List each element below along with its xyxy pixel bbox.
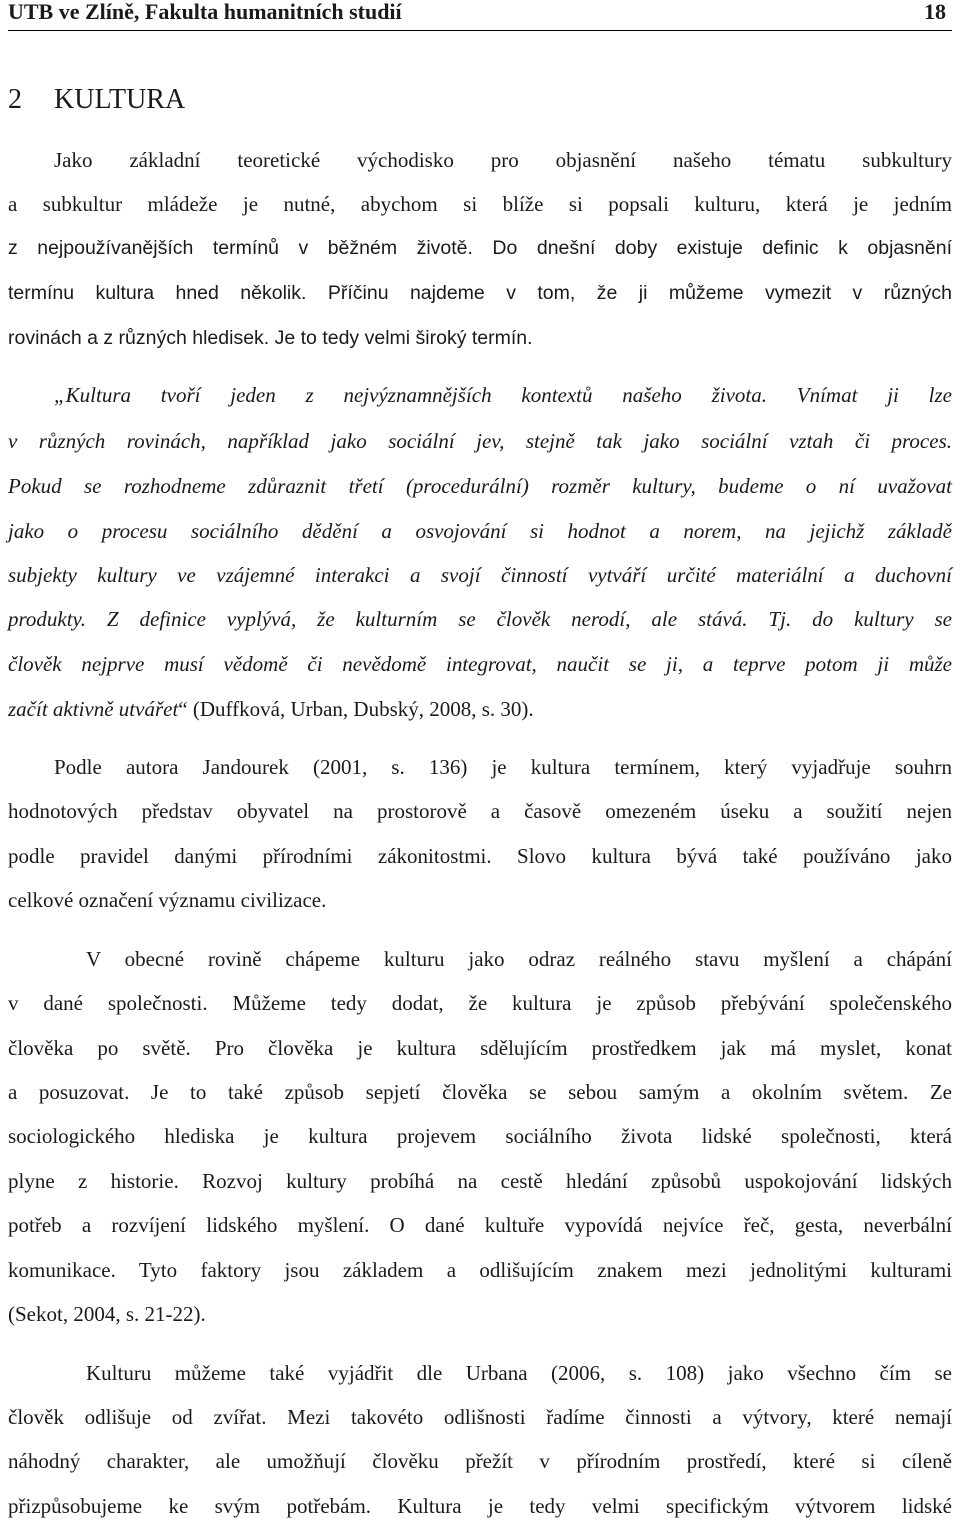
text-line: hodnotových představ obyvatel na prostorově a časově omezeném úseku a soužití nejen bbox=[8, 799, 952, 823]
chapter-title: KULTURA bbox=[54, 84, 186, 115]
quote-line bbox=[8, 695, 952, 723]
quote-line: člověk nejprve musí vědomě či nevědomě integrovat, naučit se ji, a teprve potom ji může bbox=[8, 652, 952, 676]
chapter-heading bbox=[8, 84, 185, 116]
text-line bbox=[8, 279, 952, 307]
text-line: plyne z historie. Rozvoj kultury probíhá na cestě hledání způsobů uspokojování lidských bbox=[8, 1169, 952, 1193]
header-title: UTB ve Zlíně, Fakulta humanitních studií bbox=[8, 0, 402, 24]
text-line: přizpůsobujeme ke svým potřebám. Kultura je tedy velmi specifickým výtvorem lidské bbox=[8, 1494, 952, 1518]
text-line bbox=[8, 234, 952, 262]
quote-line: produkty. Z definice vyplývá, že kulturním se člověk nerodí, ale stává. Tj. do kultury se bbox=[8, 607, 952, 631]
text-line: náhodný charakter, ale umožňují člověku přežít v přírodním prostředí, které si cíleně bbox=[8, 1449, 952, 1473]
text-line: a posuzovat. Je to také způsob sepjetí člověka se sebou samým a okolním světem. Ze bbox=[8, 1080, 952, 1104]
quote-line: jako o procesu sociálního dědění a osvojování si hodnot a norem, na jejichž základě bbox=[8, 519, 952, 543]
text-line: podle pravidel danými přírodními zákonitostmi. Slovo kultura bývá také používáno jako bbox=[8, 844, 952, 868]
citation-text: “ (Duffková, Urban, Dubský, 2008, s. 30). bbox=[178, 697, 534, 721]
text-line: Jako základní teoretické východisko pro objasnění našeho tématu subkultury bbox=[54, 148, 952, 172]
text-line: v dané společnosti. Můžeme tedy dodat, že kultura je způsob přebývání společenského bbox=[8, 991, 952, 1015]
text-line: celkové označení významu civilizace. bbox=[8, 888, 327, 912]
quote-line: subjekty kultury ve vzájemné interakci a svojí činností vytváří určité materiální a duchovní bbox=[8, 563, 952, 587]
quote-line: v různých rovinách, například jako sociální jev, stejně tak jako sociální vztah či proces. bbox=[8, 429, 952, 453]
text-line: V obecné rovině chápeme kulturu jako odraz reálného stavu myšlení a chápání bbox=[86, 947, 952, 971]
text-line: potřeb a rozvíjení lidského myšlení. O dané kultuře vypovídá nejvíce řeč, gesta, neverbální bbox=[8, 1213, 952, 1237]
quote-line: „Kultura tvoří jeden z nejvýznamnějších kontextů našeho života. Vnímat ji lze bbox=[54, 383, 952, 407]
text-line: Podle autora Jandourek (2001, s. 136) je kultura termínem, který vyjadřuje souhrn bbox=[54, 755, 952, 779]
text-line: sociologického hlediska je kultura projevem sociálního života lidské společnosti, která bbox=[8, 1124, 952, 1148]
text-line: (Sekot, 2004, s. 21-22). bbox=[8, 1302, 206, 1326]
text-line: člověk odlišuje od zvířat. Mezi takovéto odlišnosti řadíme činnosti a výtvory, které nemají bbox=[8, 1405, 952, 1429]
text-line: Kulturu můžeme také vyjádřit dle Urbana (2006, s. 108) jako všechno čím se bbox=[86, 1361, 952, 1385]
text-span: Do dnešní doby existuje definic k objasnění bbox=[472, 237, 952, 259]
text-span: z nejpoužívanějších termínů v běžném životě. bbox=[8, 237, 473, 259]
quote-line: Pokud se rozhodneme zdůraznit třetí (procedurální) rozměr kultury, budeme o ní uvažovat bbox=[8, 474, 952, 498]
text-span: začít aktivně utvářet bbox=[8, 697, 179, 721]
running-header bbox=[8, 0, 952, 31]
text-line: člověka po světě. Pro člověka je kultura sdělujícím prostředkem jak má myslet, konat bbox=[8, 1036, 952, 1060]
text-line: a subkultur mládeže je nutné, abychom si blíže si popsali kulturu, která je jedním bbox=[8, 192, 952, 216]
text-line: rovinách a z různých hledisek. Je to tedy velmi široký termín. bbox=[8, 327, 533, 349]
page-number: 18 bbox=[924, 0, 946, 24]
text-line: komunikace. Tyto faktory jsou základem a odlišujícím znakem mezi jednolitými kulturami bbox=[8, 1258, 952, 1282]
text-span: termínu kultura hned několik. bbox=[8, 282, 307, 304]
text-span: Příčinu najdeme v tom, že ji můžeme vymezit v různých bbox=[306, 282, 952, 304]
chapter-number: 2 bbox=[8, 84, 22, 115]
